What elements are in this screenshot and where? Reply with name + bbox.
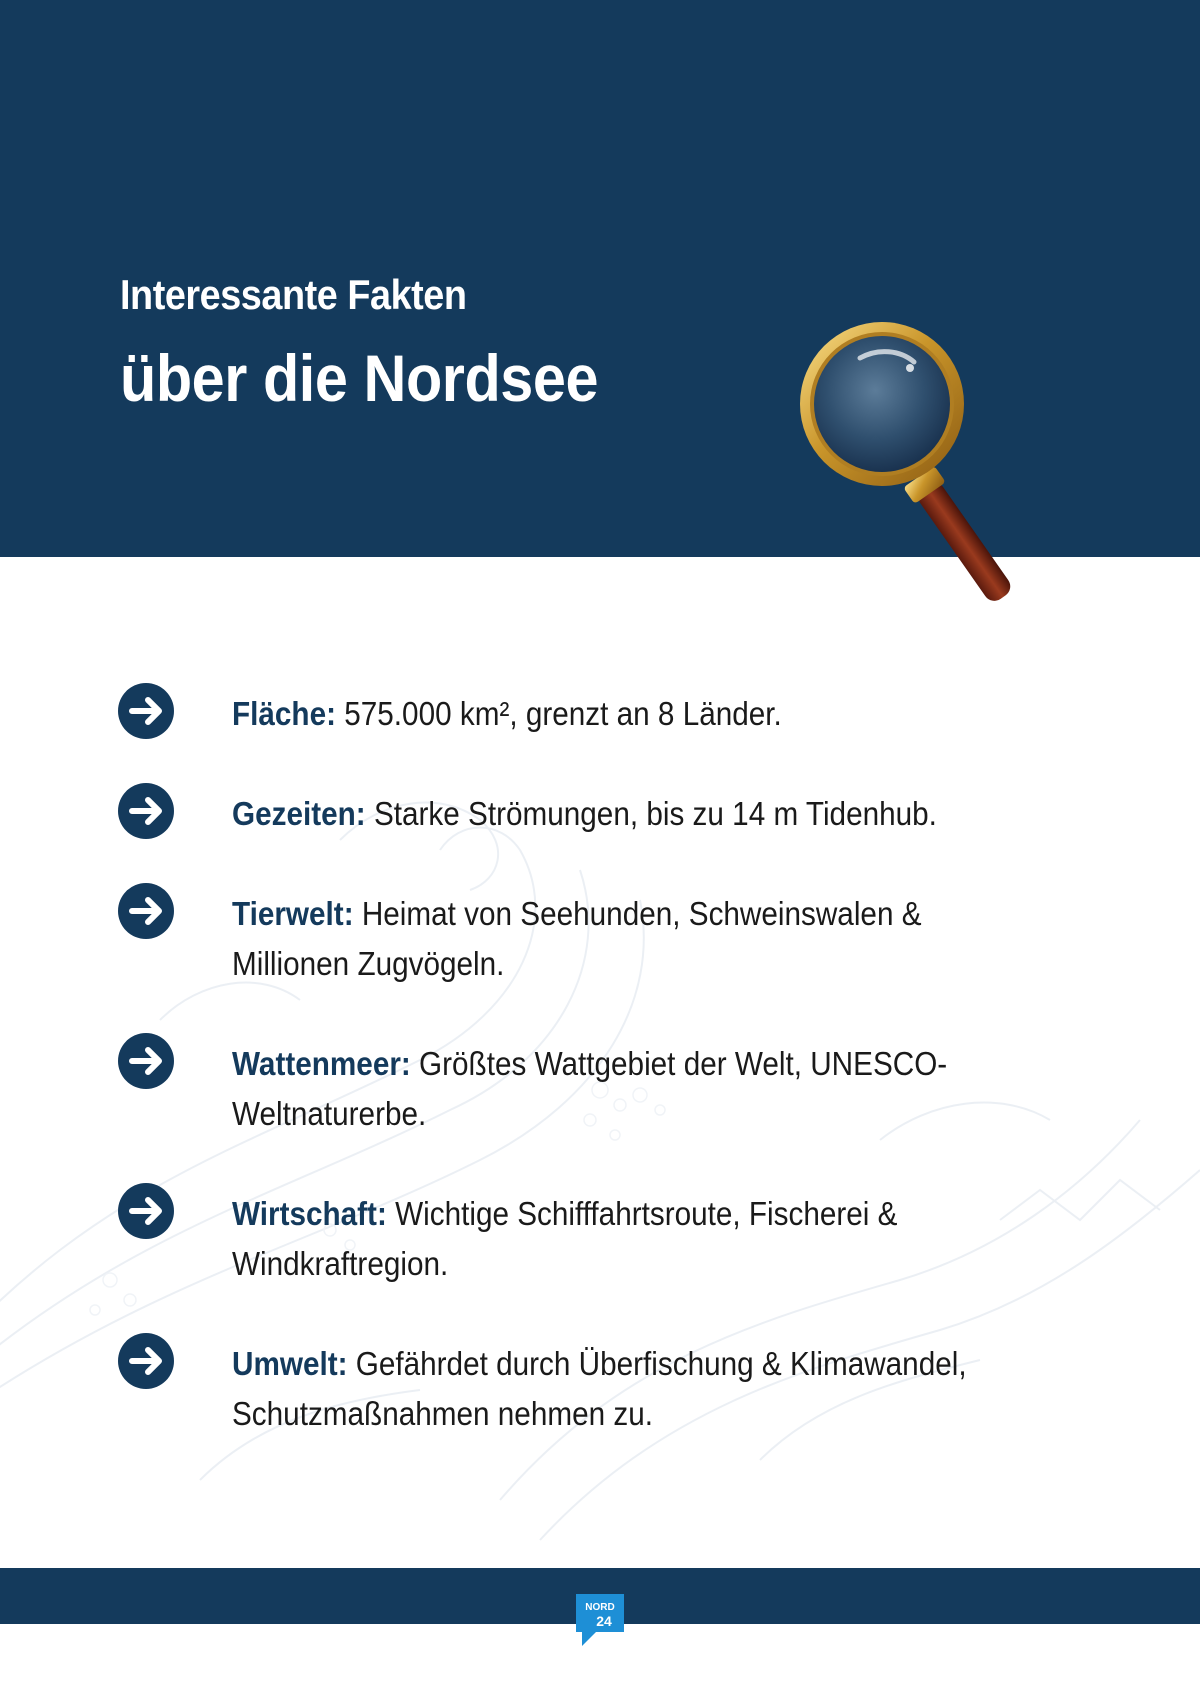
- fact-label: Umwelt:: [232, 1345, 348, 1382]
- fact-text: [232, 789, 1042, 839]
- logo-text-bottom: 24: [596, 1613, 612, 1629]
- header-subtitle: Interessante Fakten: [120, 271, 467, 318]
- fact-label: Wirtschaft:: [232, 1195, 387, 1232]
- fact-description: Starke Strömungen, bis zu 14 m Tidenhub.: [365, 795, 937, 832]
- logo-text-top: NORD: [585, 1602, 615, 1613]
- fact-label: Wattenmeer:: [232, 1045, 411, 1082]
- nord24-logo: [574, 1592, 626, 1648]
- header-title: über die Nordsee: [120, 341, 599, 415]
- fact-description: Heimat von Seehunden, Schweinswalen & Millionen Zugvögeln.: [232, 895, 922, 982]
- arrow-right-circle-icon: [118, 883, 174, 939]
- arrow-right-circle-icon: [118, 1183, 174, 1239]
- fact-label: Gezeiten:: [232, 795, 366, 832]
- fact-label: Fläche:: [232, 695, 336, 732]
- fact-text: [232, 889, 1042, 989]
- arrow-right-circle-icon: [118, 1333, 174, 1389]
- fact-description: Wichtige Schifffahrtsroute, Fischerei & Windkraftregion.: [232, 1195, 898, 1282]
- fact-text: [232, 1339, 1042, 1439]
- fact-description: 575.000 km², grenzt an 8 Länder.: [335, 695, 782, 732]
- fact-text: [232, 1189, 1042, 1289]
- arrow-right-circle-icon: [118, 783, 174, 839]
- fact-description: Größtes Wattgebiet der Welt, UNESCO-Weltnaturerbe.: [232, 1045, 948, 1132]
- fact-text: [232, 1039, 1042, 1139]
- arrow-right-circle-icon: [118, 1033, 174, 1089]
- fact-text: [232, 689, 1042, 739]
- fact-label: Tierwelt:: [232, 895, 354, 932]
- arrow-right-circle-icon: [118, 683, 174, 739]
- fact-description: Gefährdet durch Überfischung & Klimawandel, Schutzmaßnahmen nehmen zu.: [232, 1345, 967, 1432]
